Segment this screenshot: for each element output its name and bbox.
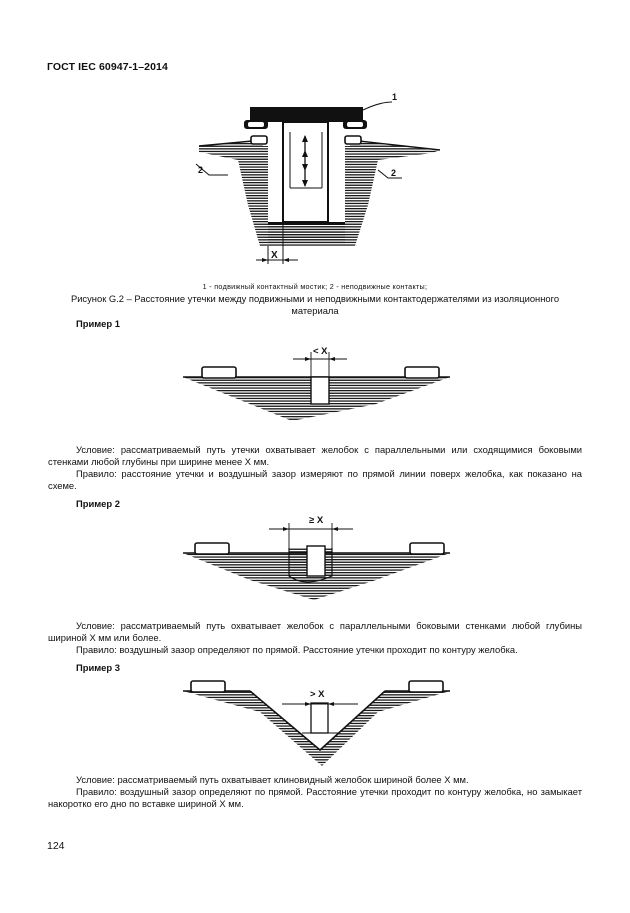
figure-legend: 1 - подвижный контактный мостик; 2 - неподвижные контакты; — [202, 282, 428, 291]
example-2-rule: Правило: воздушный зазор определяют по прямой. Расстояние утечки проходит по контуру желобка. — [76, 644, 518, 655]
figure-label-x: X — [271, 250, 278, 261]
example-1-rule: Правило: расстояние утечки и воздушный зазор измеряют по прямой линии поверх желобка, как показано на схеме. — [48, 468, 582, 491]
example-2-condition: Условие: рассматриваемый путь охватывает желобок с параллельными боковыми стенками любой глубины шириной X мм или более. — [48, 620, 582, 643]
page-number: 124 — [47, 840, 65, 852]
example-2-dim-label: ≥ X — [309, 515, 324, 526]
example-3-condition: Условие: рассматриваемый путь охватывает клиновидный желобок шириной более X мм. — [76, 774, 469, 785]
example-3-dim-label: > X — [310, 689, 325, 700]
example-3-rule: Правило: воздушный зазор определяют по прямой. Расстояние утечки проходит по контуру желобка, но замыкает накоротко его дно по вставке шириной X мм. — [48, 786, 582, 809]
figure-caption: Рисунок G.2 – Расстояние утечки между подвижными и неподвижными контактодержателями из изоляционного материала — [70, 293, 560, 316]
example-2-title: Пример 2 — [76, 498, 120, 509]
example-1-condition: Условие: рассматриваемый путь утечки охватывает желобок с параллельными или сходящимися боковыми стенками любой глубины при ширине менее X мм. — [48, 444, 582, 467]
figure-label-2-left: 2 — [198, 165, 204, 175]
example-3-title: Пример 3 — [76, 662, 120, 673]
example-1-title: Пример 1 — [76, 318, 120, 329]
figure-label-2-right: 2 — [391, 168, 397, 178]
document-header: ГОСТ IEC 60947-1–2014 — [47, 61, 168, 73]
example-1-dim-label: < X — [313, 346, 328, 357]
figure-label-1: 1 — [392, 92, 398, 102]
